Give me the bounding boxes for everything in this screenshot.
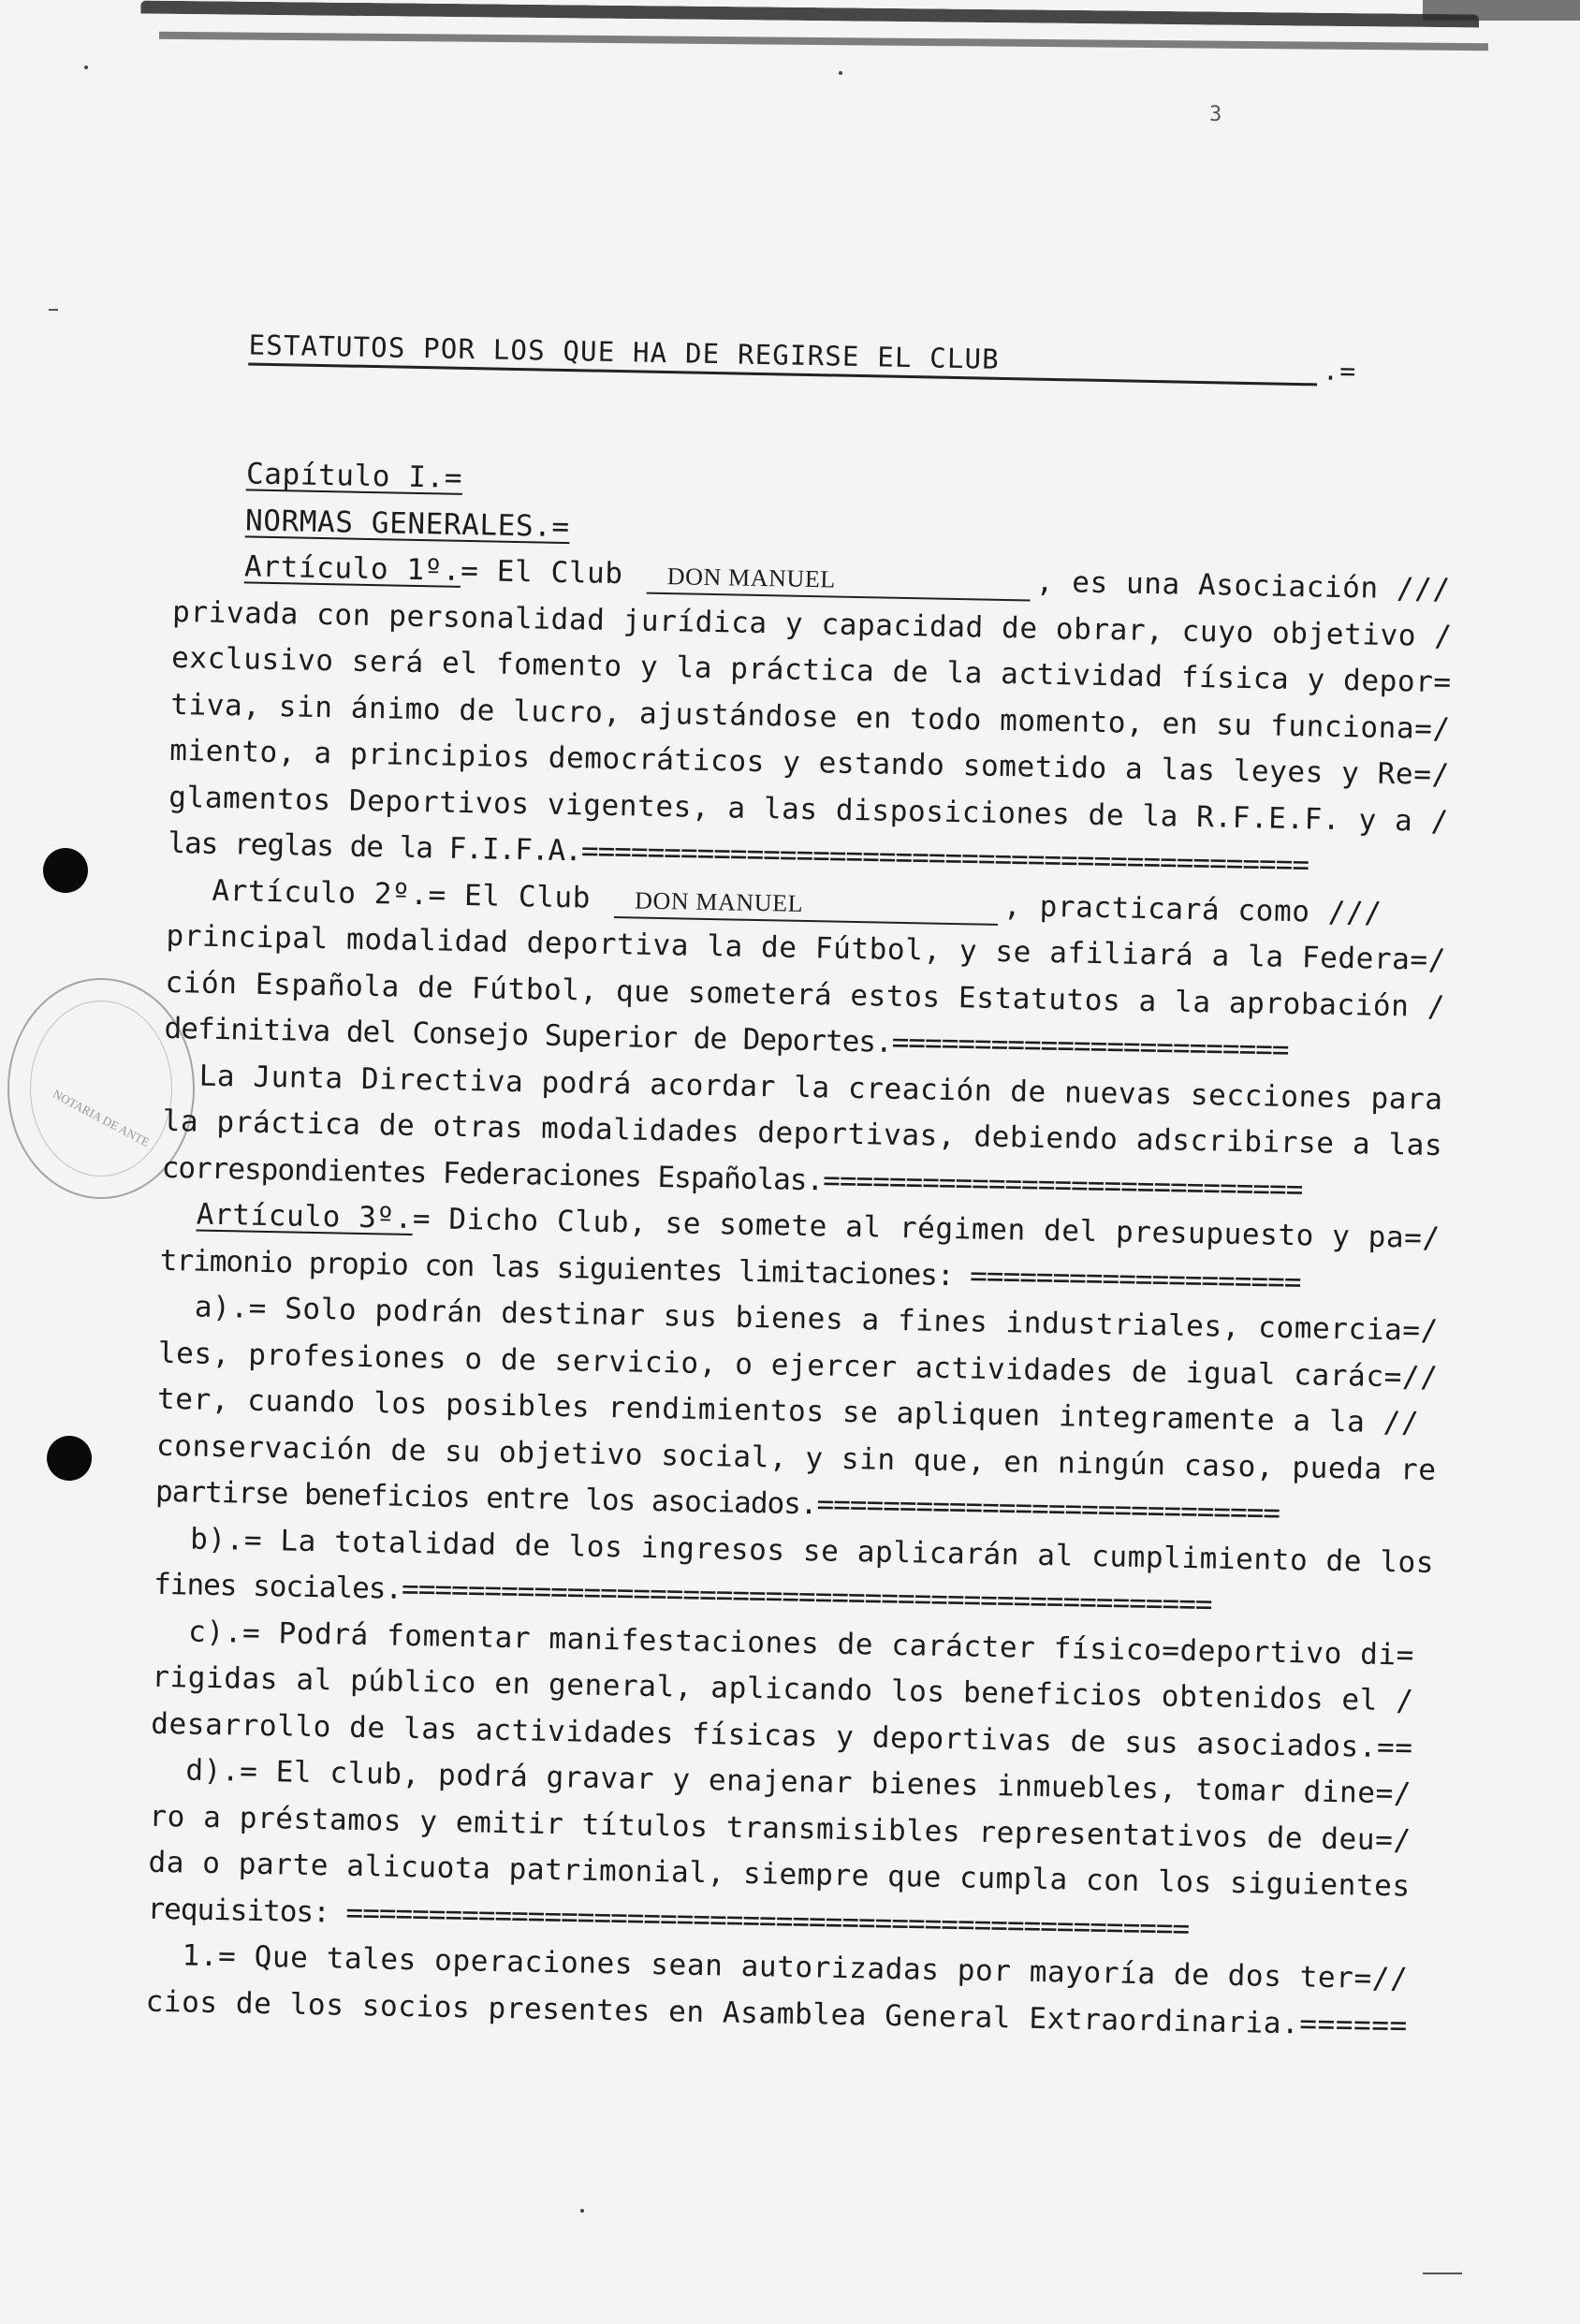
scan-speck <box>84 66 88 69</box>
article-2-line: ción Española de Fútbol, que someterá estos Estatutos a la aprobación / <box>165 965 1446 1024</box>
article-1-line: privada con personalidad jurídica y capacidad de obrar, cuyo objetivo / <box>171 594 1453 653</box>
article-2-continuation: , practicará como /// <box>1002 888 1382 930</box>
item-c-line: c).= Podrá fomentar manifestaciones de carácter físico=deportivo di= <box>187 1614 1415 1673</box>
item-c-line: desarrollo de las actividades físicas y deportivas de sus asociados.== <box>151 1706 1413 1765</box>
club-name-field: DON MANUEL <box>646 561 1031 602</box>
item-a-line: conservación de su objetivo social, y sin que, en ningún caso, pueda re <box>155 1428 1437 1487</box>
article-2-intro: = El Club <box>428 877 592 915</box>
title-tail: .= <box>1322 355 1357 387</box>
article-1-line: exclusivo será el fomento y la práctica de la actividad física y depor= <box>170 640 1453 700</box>
notary-stamp-text: NOTARIA DE ANTE <box>51 1087 153 1150</box>
article-3-label: Artículo 3º. <box>196 1197 414 1235</box>
section-heading-text: NORMAS GENERALES.= <box>244 503 571 544</box>
punch-hole-top <box>43 848 88 893</box>
article-1-line: las reglas de la F.I.F.A.============================================ <box>168 826 1309 883</box>
requirement-1-line: 1.= Que tales operaciones sean autorizadas por mayoría de dos ter=// <box>182 1938 1409 1996</box>
requirement-1-line: cios de los socios presentes en Asamblea General Extraordinaria.====== <box>145 1984 1409 2043</box>
article-1-line: tiva, sin ánimo de lucro, ajustándose en todo momento, en su funciona=/ <box>169 687 1452 746</box>
page-number: 3 <box>1209 103 1222 126</box>
article-1-label: Artículo 1º. <box>243 549 461 588</box>
item-b-line: b).= La totalidad de los ingresos se aplicarán al cumplimiento de los <box>189 1521 1435 1580</box>
item-a-line: les, profesiones o de servicio, o ejercer actividades de igual carác=// <box>157 1336 1439 1395</box>
document-title <box>248 329 1357 387</box>
article-3-line: trimonio propio con las siguientes limitaciones: ==================== <box>159 1243 1301 1299</box>
title-text: ESTATUTOS POR LOS QUE HA DE REGIRSE EL CLUB <box>248 329 1317 386</box>
item-c-line: rigidas al público en general, aplicando los beneficios obtenidos el / <box>151 1659 1414 1718</box>
item-b-line: fines sociales.================================================= <box>153 1567 1212 1622</box>
article-3-intro: = Dicho Club, se somete al régimen del presupuesto y pa=/ <box>412 1201 1441 1256</box>
article-2-label: Artículo 2º. <box>212 873 429 912</box>
article-2-line: la práctica de otras modalidades deportivas, debiendo adscribirse a las <box>162 1104 1443 1163</box>
item-a-line: a).= Solo podrán destinar sus bienes a fines industriales, comercia=/ <box>194 1290 1440 1349</box>
item-d-line: ro a préstamos y emitir títulos transmisibles representativos de deu=/ <box>149 1799 1412 1858</box>
article-1-intro: = El Club <box>460 553 623 592</box>
scan-mark <box>49 309 58 311</box>
scan-speck <box>839 71 842 75</box>
article-2-line: principal modalidad deportiva la de Fútbol, y se afiliará a la Federa=/ <box>166 918 1447 978</box>
item-a-line: ter, cuando los posibles rendimientos se apliquen integramente a la // <box>156 1381 1420 1440</box>
item-d-line: da o parte alicuota patrimonial, siempre que cumpla con los siguientes <box>148 1845 1412 1904</box>
article-2-line: La Junta Directiva podrá acordar la creación de nuevas secciones para <box>198 1059 1443 1117</box>
club-name-field: DON MANUEL <box>614 884 999 926</box>
item-a-line: partirse beneficios entre los asociados.============================ <box>154 1474 1280 1530</box>
item-d-line: d).= El club, podrá gravar y enajenar bienes inmuebles, tomar dine=/ <box>185 1753 1412 1811</box>
scan-mark <box>1423 2273 1462 2274</box>
scan-speck <box>580 2209 584 2213</box>
article-1-line: glamentos Deportivos vigentes, a las disposiciones de la R.F.E.F. y a / <box>168 780 1450 839</box>
article-2-line: correspondientes Federaciones Españolas.============================= <box>161 1150 1303 1206</box>
chapter-heading: Capítulo I.= <box>245 457 463 495</box>
item-d-line: requisitos: =================================================== <box>147 1892 1190 1946</box>
article-1-continuation: , es una Asociación /// <box>1035 564 1452 607</box>
document-body <box>145 328 1453 2048</box>
article-1-line: miento, a principios democráticos y estando sometido a las leyes y Re=/ <box>168 733 1451 793</box>
punch-hole-bottom <box>47 1436 92 1481</box>
article-2-line: definitiva del Consejo Superior de Deportes.======================== <box>164 1011 1289 1067</box>
